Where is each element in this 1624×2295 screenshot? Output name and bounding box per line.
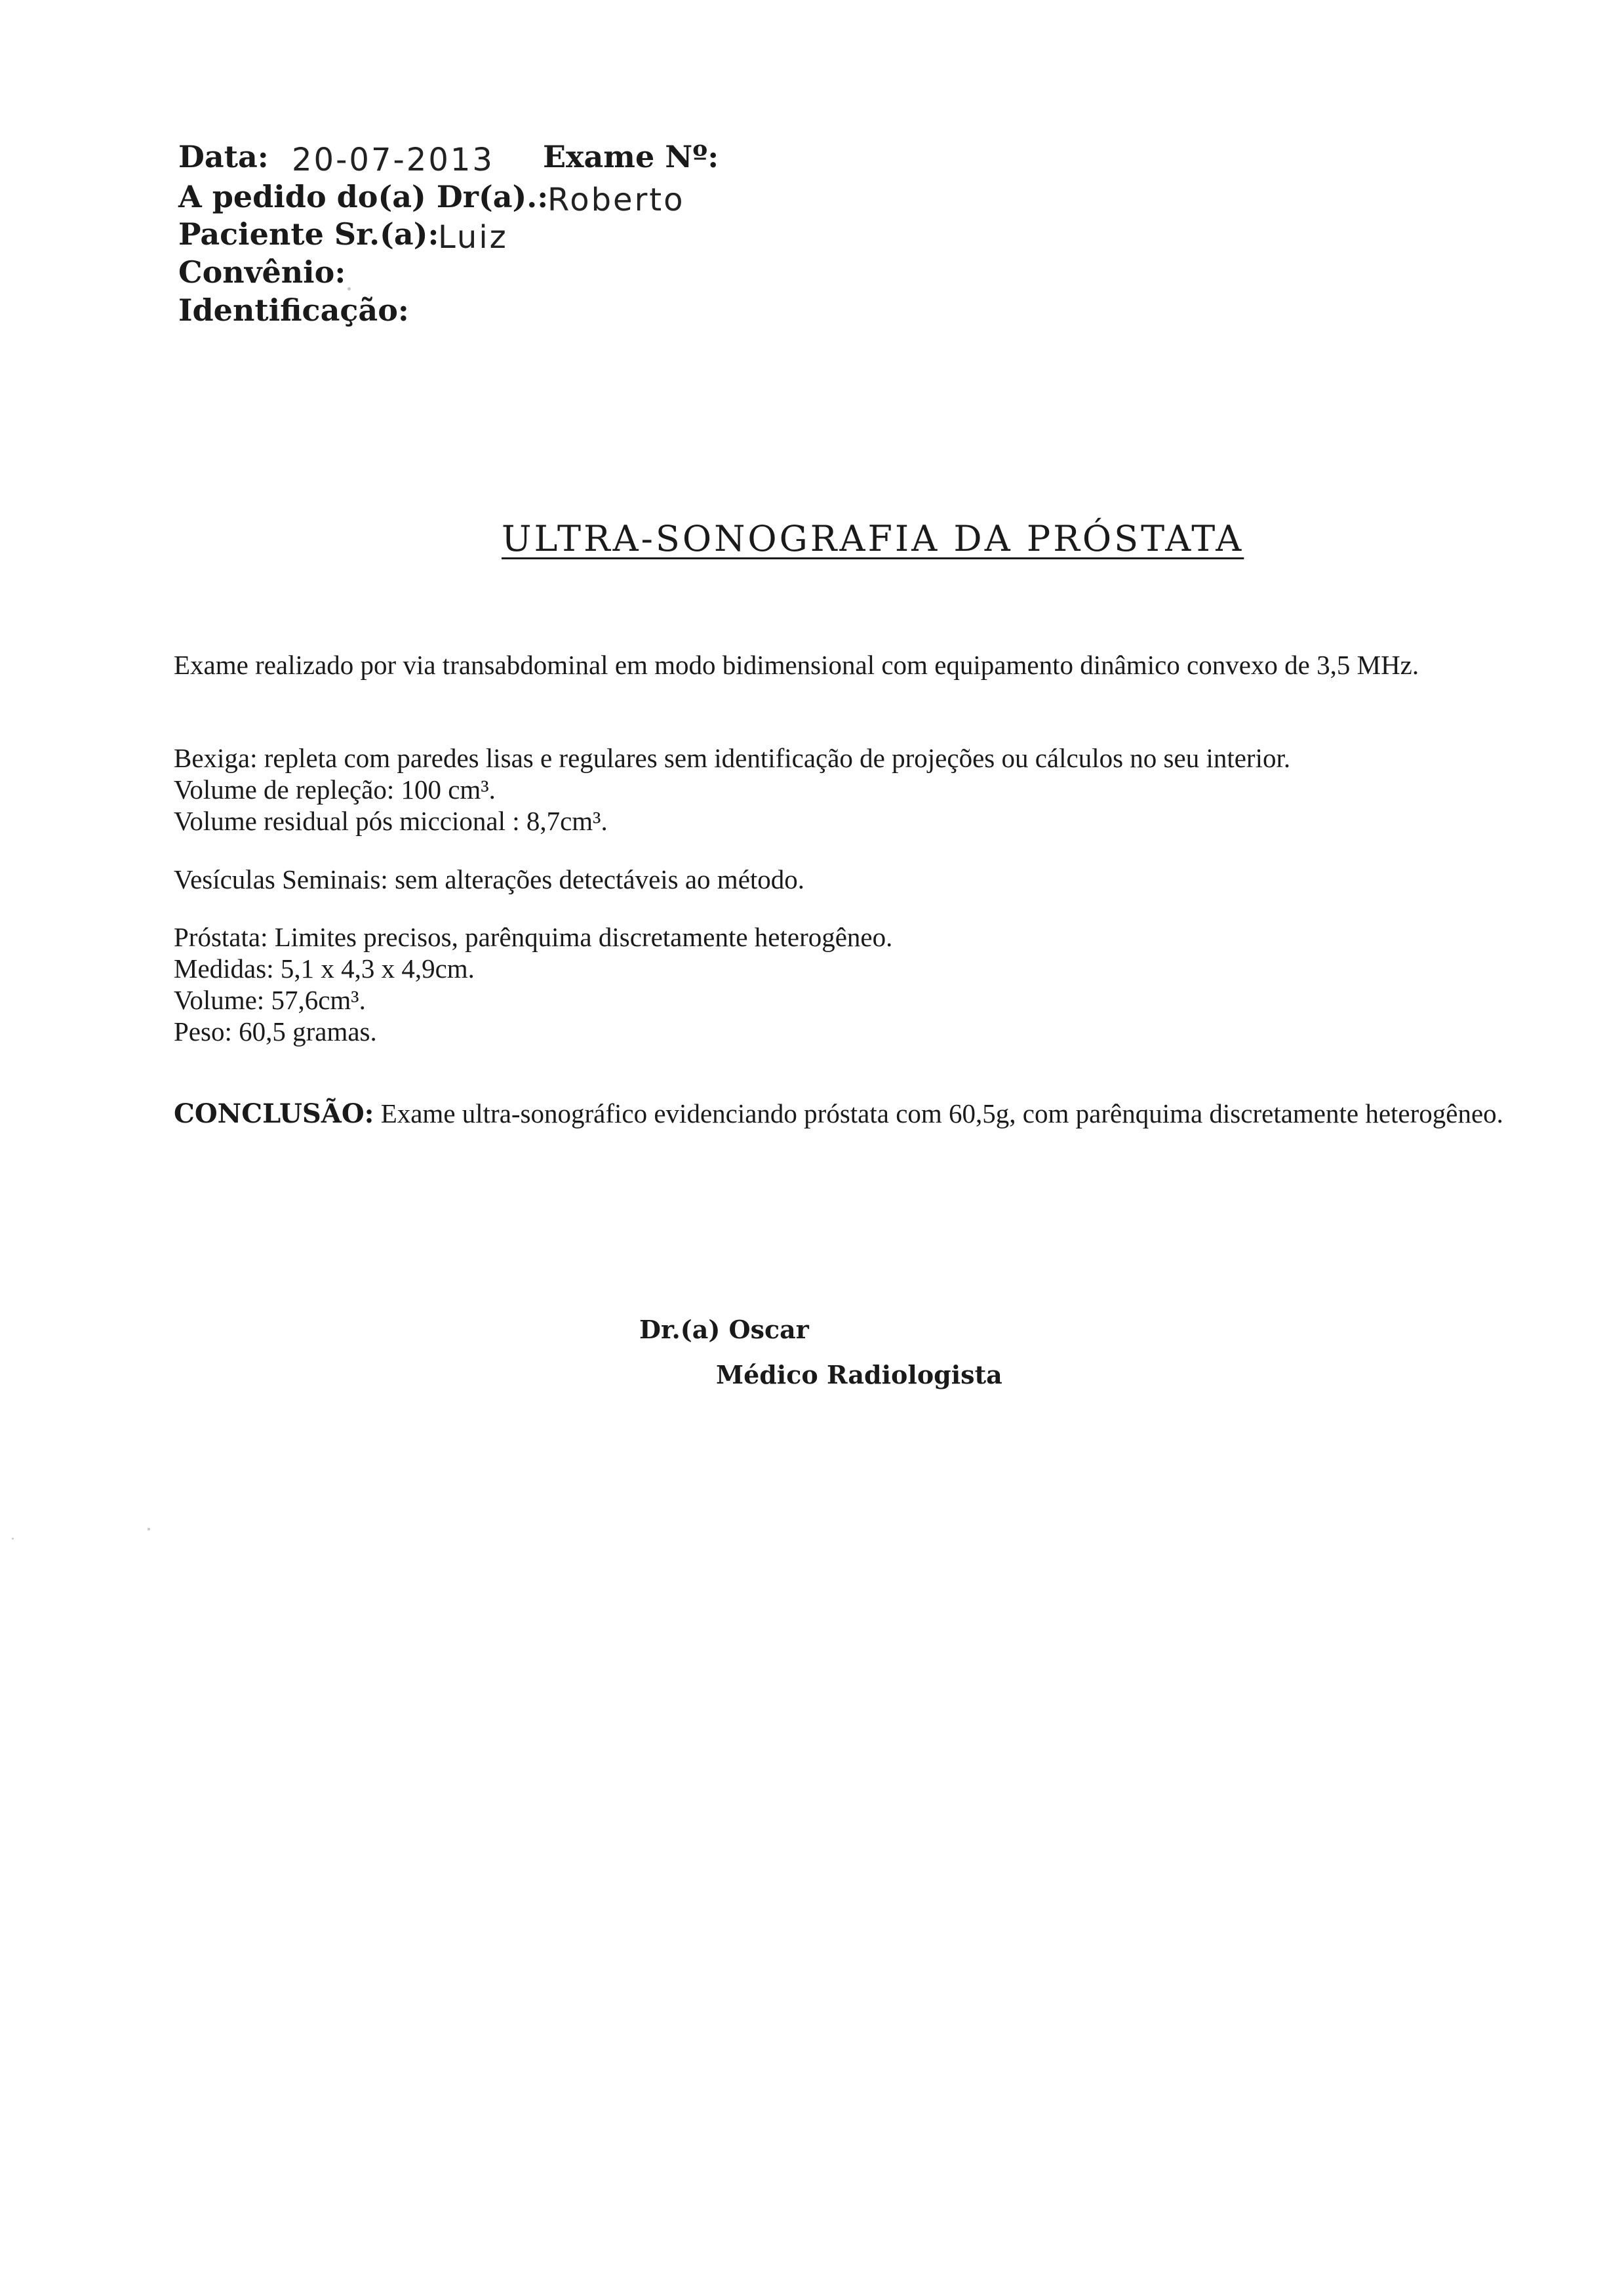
date-value: 20-07-2013 (292, 142, 494, 178)
seminal-vesicles-line: Vesículas Seminais: sem alterações detectáveis ao método. (174, 864, 805, 894)
conclusion-label: CONCLUSÃO: (174, 1098, 374, 1129)
report-title: ULTRA-SONOGRAFIA DA PRÓSTATA (502, 518, 1244, 559)
bladder-section (174, 742, 1544, 837)
insurance-label: Convênio: (178, 254, 346, 290)
prostate-measures: Medidas: 5,1 x 4,3 x 4,9cm. (174, 953, 475, 984)
method-paragraph: Exame realizado por via transabdominal em modo bidimensional com equipamento dinâmico convexo de 3,5 MHz. (174, 650, 1419, 680)
doctor-name: Dr.(a) Oscar (639, 1315, 809, 1344)
scan-speck (12, 1538, 14, 1540)
patient-label: Paciente Sr.(a): (178, 216, 439, 252)
identification-label: Identificação: (178, 292, 409, 328)
doctor-role: Médico Radiologista (716, 1360, 1002, 1389)
conclusion-text: Exame ultra-sonográfico evidenciando próstata com 60,5g, com parênquima discretamente heterogêneo. (380, 1098, 1503, 1128)
requesting-doctor-value: Roberto (547, 182, 685, 218)
patient-value: Luiz (438, 219, 508, 256)
conclusion-paragraph (174, 1098, 1531, 1130)
date-label: Data: (178, 139, 269, 174)
prostate-volume: Volume: 57,6cm³. (174, 985, 366, 1015)
requesting-doctor-label: A pedido do(a) Dr(a).: (178, 179, 549, 214)
bladder-description: Bexiga: repleta com paredes lisas e regulares sem identificação de projeções ou cálculos no seu interior. (174, 743, 1291, 773)
prostate-section (174, 921, 1544, 1047)
scan-speck (148, 1528, 150, 1530)
scan-speck (347, 287, 351, 290)
bladder-fill-volume: Volume de repleção: 100 cm³. (174, 774, 496, 805)
exam-number-label: Exame Nº: (543, 139, 719, 174)
prostate-description: Próstata: Limites precisos, parênquima discretamente heterogêneo. (174, 922, 893, 952)
prostate-weight: Peso: 60,5 gramas. (174, 1016, 377, 1047)
bladder-residual-volume: Volume residual pós miccional : 8,7cm³. (174, 806, 608, 836)
